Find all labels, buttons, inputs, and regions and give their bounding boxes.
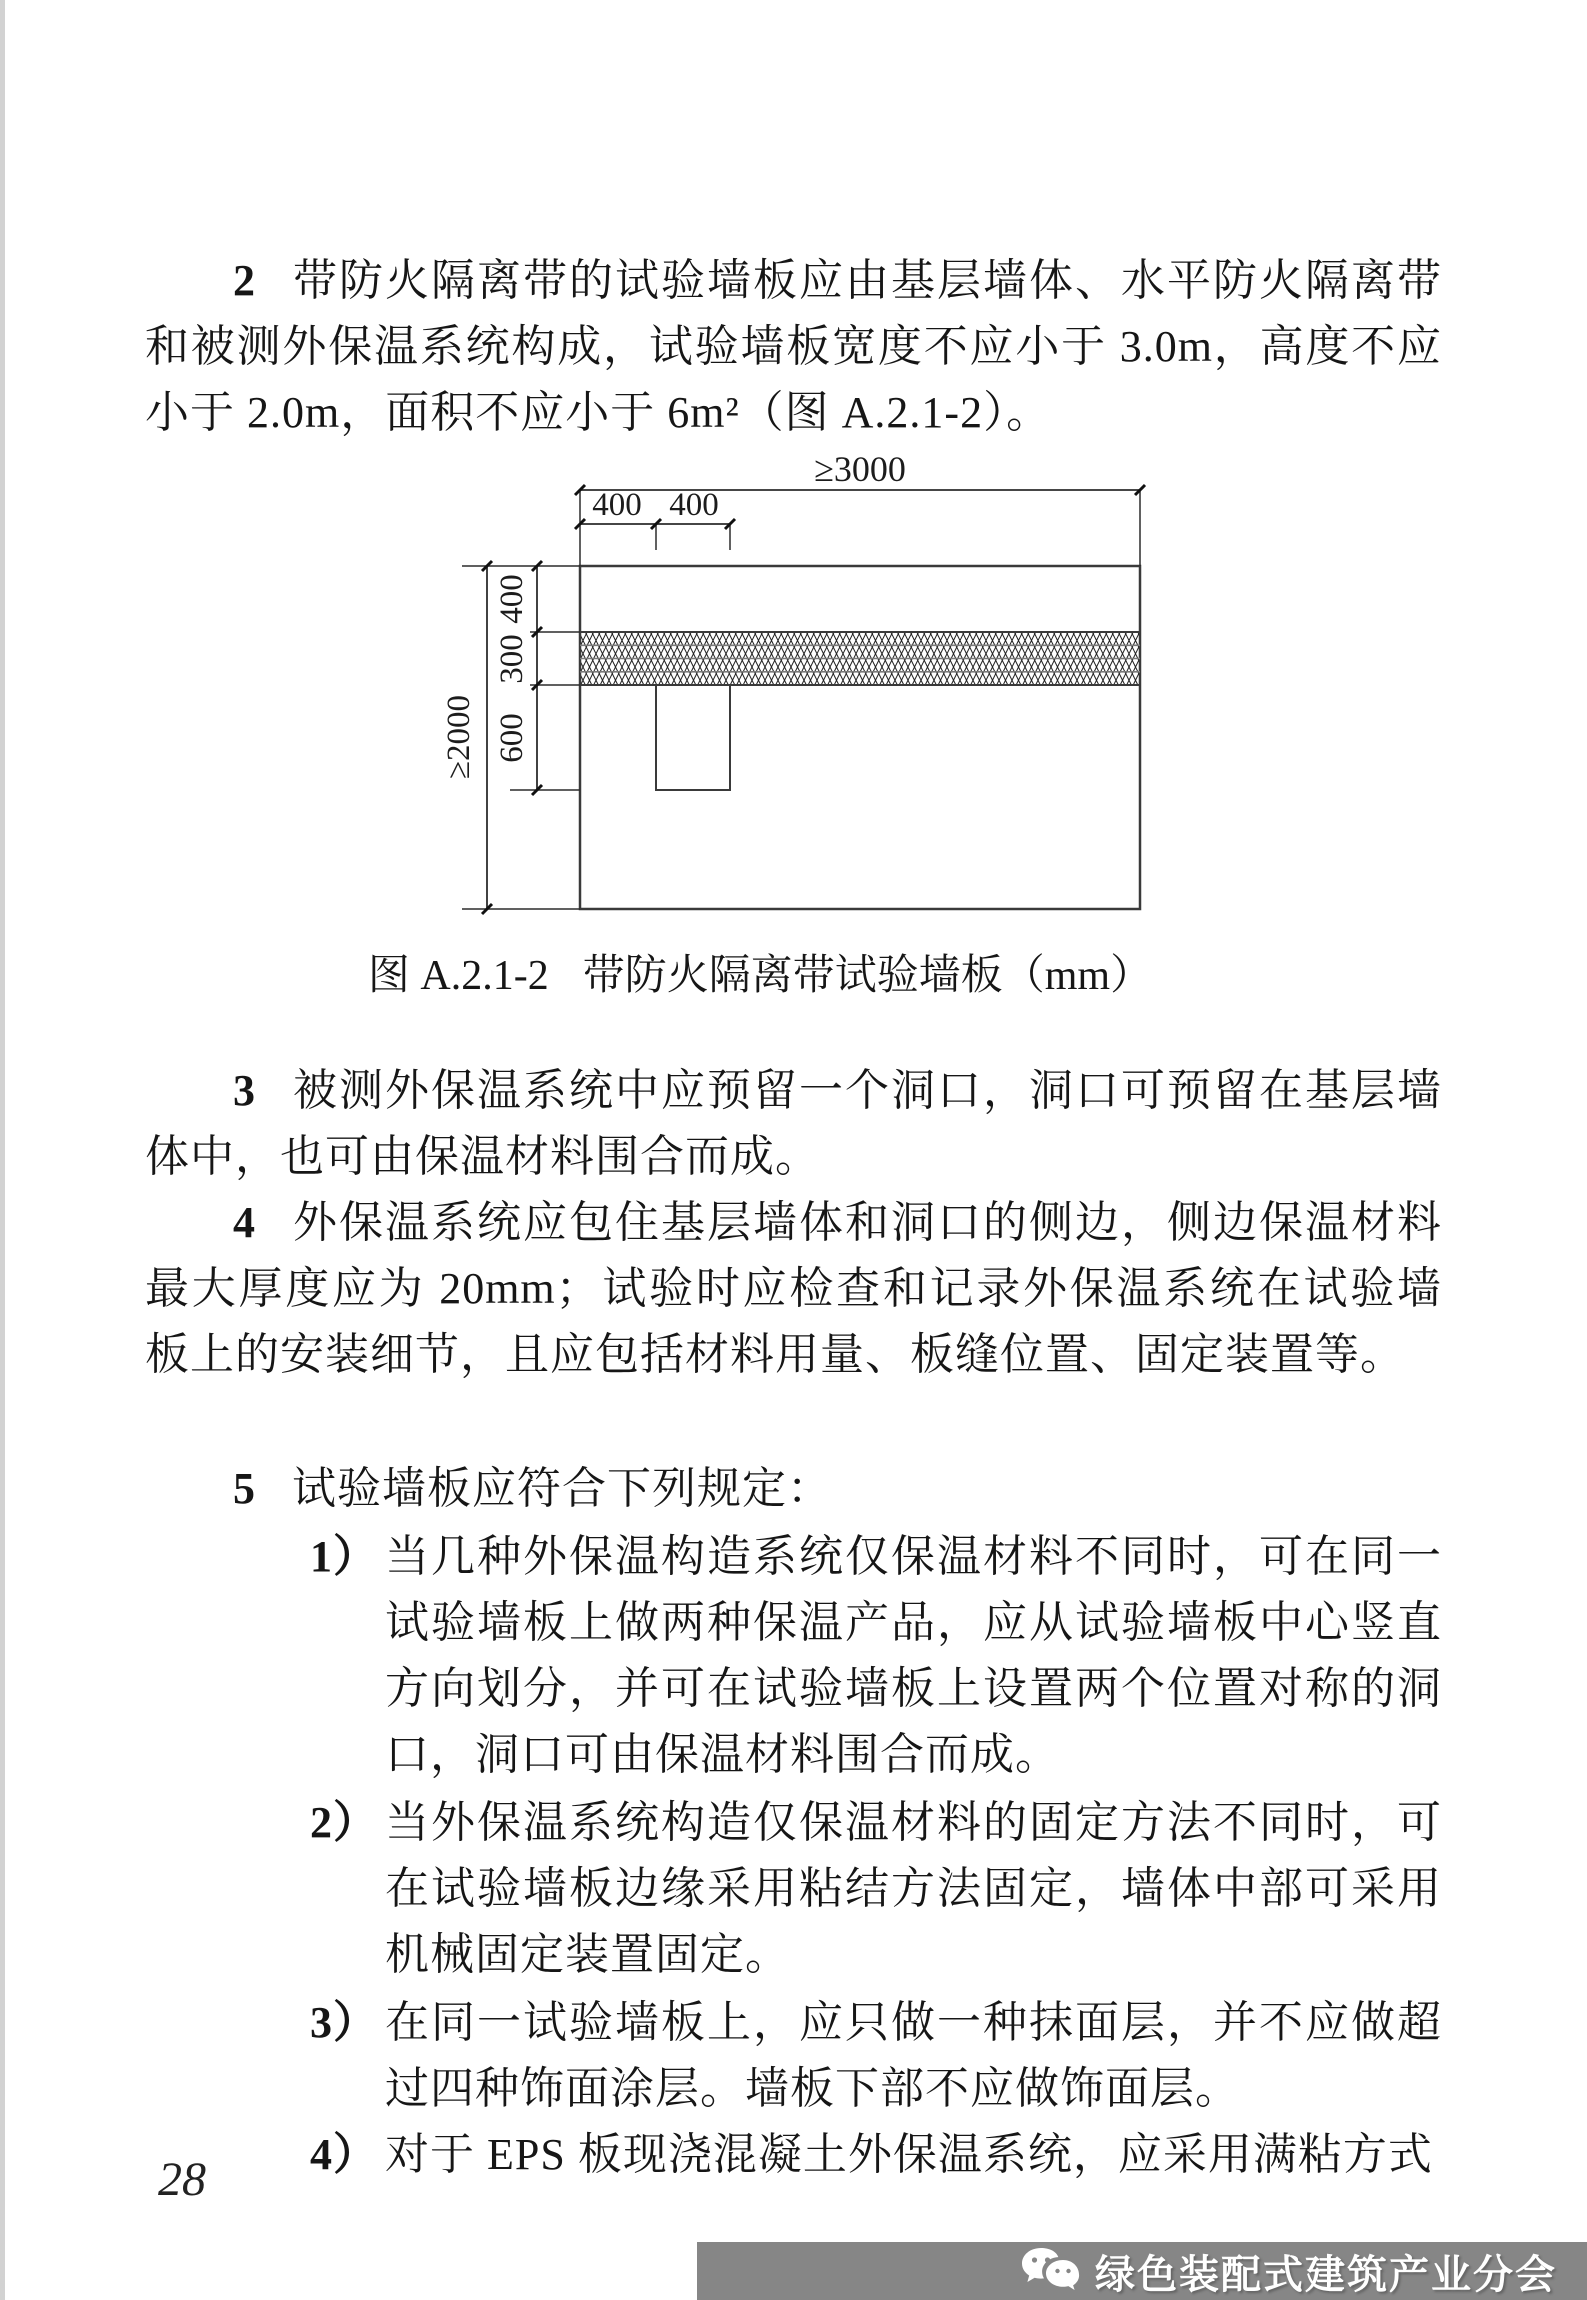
footer-brand-text: 绿色装配式建筑产业分会 xyxy=(1095,2252,1557,2297)
paragraph-number: 3 xyxy=(233,1066,256,1115)
dim-400b-label: 400 xyxy=(669,487,719,523)
paragraph-number: 2 xyxy=(233,256,256,305)
list-item-text: 当外保温系统构造仅保温材料的固定方法不同时，可在试验墙板边缘采用粘结方法固定，墙体中部可采用机械固定装置固定。 xyxy=(385,1798,1442,1979)
dim-v400-label: 400 xyxy=(494,574,530,624)
scan-edge-line xyxy=(0,0,5,2300)
paragraph-number: 5 xyxy=(233,1464,256,1513)
wechat-icon xyxy=(1019,2246,1081,2296)
list-item-2 xyxy=(145,1790,1442,1988)
paragraph-text: 被测外保温系统中应预留一个洞口，洞口可预留在基层墙体中，也可由保温材料围合而成。 xyxy=(145,1066,1442,1181)
dim-v600-label: 600 xyxy=(494,713,530,763)
list-item-text: 在同一试验墙板上，应只做一种抹面层，并不应做超过四种饰面涂层。墙板下部不应做饰面层。 xyxy=(385,1998,1442,2113)
paragraph-5 xyxy=(145,1456,1442,1522)
list-item-number: 2） xyxy=(310,1798,378,1847)
figure-caption-title: 带防火隔离带试验墙板（mm） xyxy=(582,953,1153,999)
dim-width-label: ≥3000 xyxy=(814,455,906,489)
dim-400a-label: 400 xyxy=(592,487,642,523)
paragraph-text: 试验墙板应符合下列规定： xyxy=(292,1464,832,1513)
paragraph-4 xyxy=(145,1190,1442,1388)
footer-watermark-bar xyxy=(697,2242,1587,2300)
wall-opening xyxy=(656,685,730,790)
list-item-1 xyxy=(145,1524,1442,1788)
list-item-4 xyxy=(145,2122,1442,2188)
list-item-number: 3） xyxy=(310,1998,378,2047)
list-item-3 xyxy=(145,1990,1442,2122)
test-wall-panel-drawing xyxy=(440,455,1160,930)
paragraph-3 xyxy=(145,1058,1442,1190)
dim-v300-label: 300 xyxy=(494,634,530,684)
dim-height-label: ≥2000 xyxy=(441,694,477,780)
figure-diagram xyxy=(440,455,1160,935)
paragraph-2 xyxy=(145,248,1442,446)
figure-caption xyxy=(145,946,1375,1006)
figure-caption-label: 图 A.2.1-2 xyxy=(367,953,549,999)
page-number: 28 xyxy=(158,2153,206,2206)
list-item-number: 4） xyxy=(310,2130,378,2179)
list-item-number: 1） xyxy=(310,1532,378,1581)
list-item-text: 当几种外保温构造系统仅保温材料不同时，可在同一试验墙板上做两种保温产品，应从试验墙板中心竖直方向划分，并可在试验墙板上设置两个位置对称的洞口，洞口可由保温材料围合而成。 xyxy=(385,1532,1442,1779)
list-item-text: 对于 EPS 板现浇混凝土外保温系统，应采用满粘方式 xyxy=(385,2130,1433,2179)
paragraph-number: 4 xyxy=(233,1198,256,1247)
paragraph-text: 外保温系统应包住基层墙体和洞口的侧边，侧边保温材料最大厚度应为 20mm；试验时应检查和记录外保温系统在试验墙板上的安装细节，且应包括材料用量、板缝位置、固定装置等。 xyxy=(145,1198,1442,1379)
paragraph-text: 带防火隔离带的试验墙板应由基层墙体、水平防火隔离带和被测外保温系统构成，试验墙板宽度不应小于 3.0m，高度不应小于 2.0m，面积不应小于 6m²（图 A.2.1-2）。 xyxy=(145,256,1442,437)
